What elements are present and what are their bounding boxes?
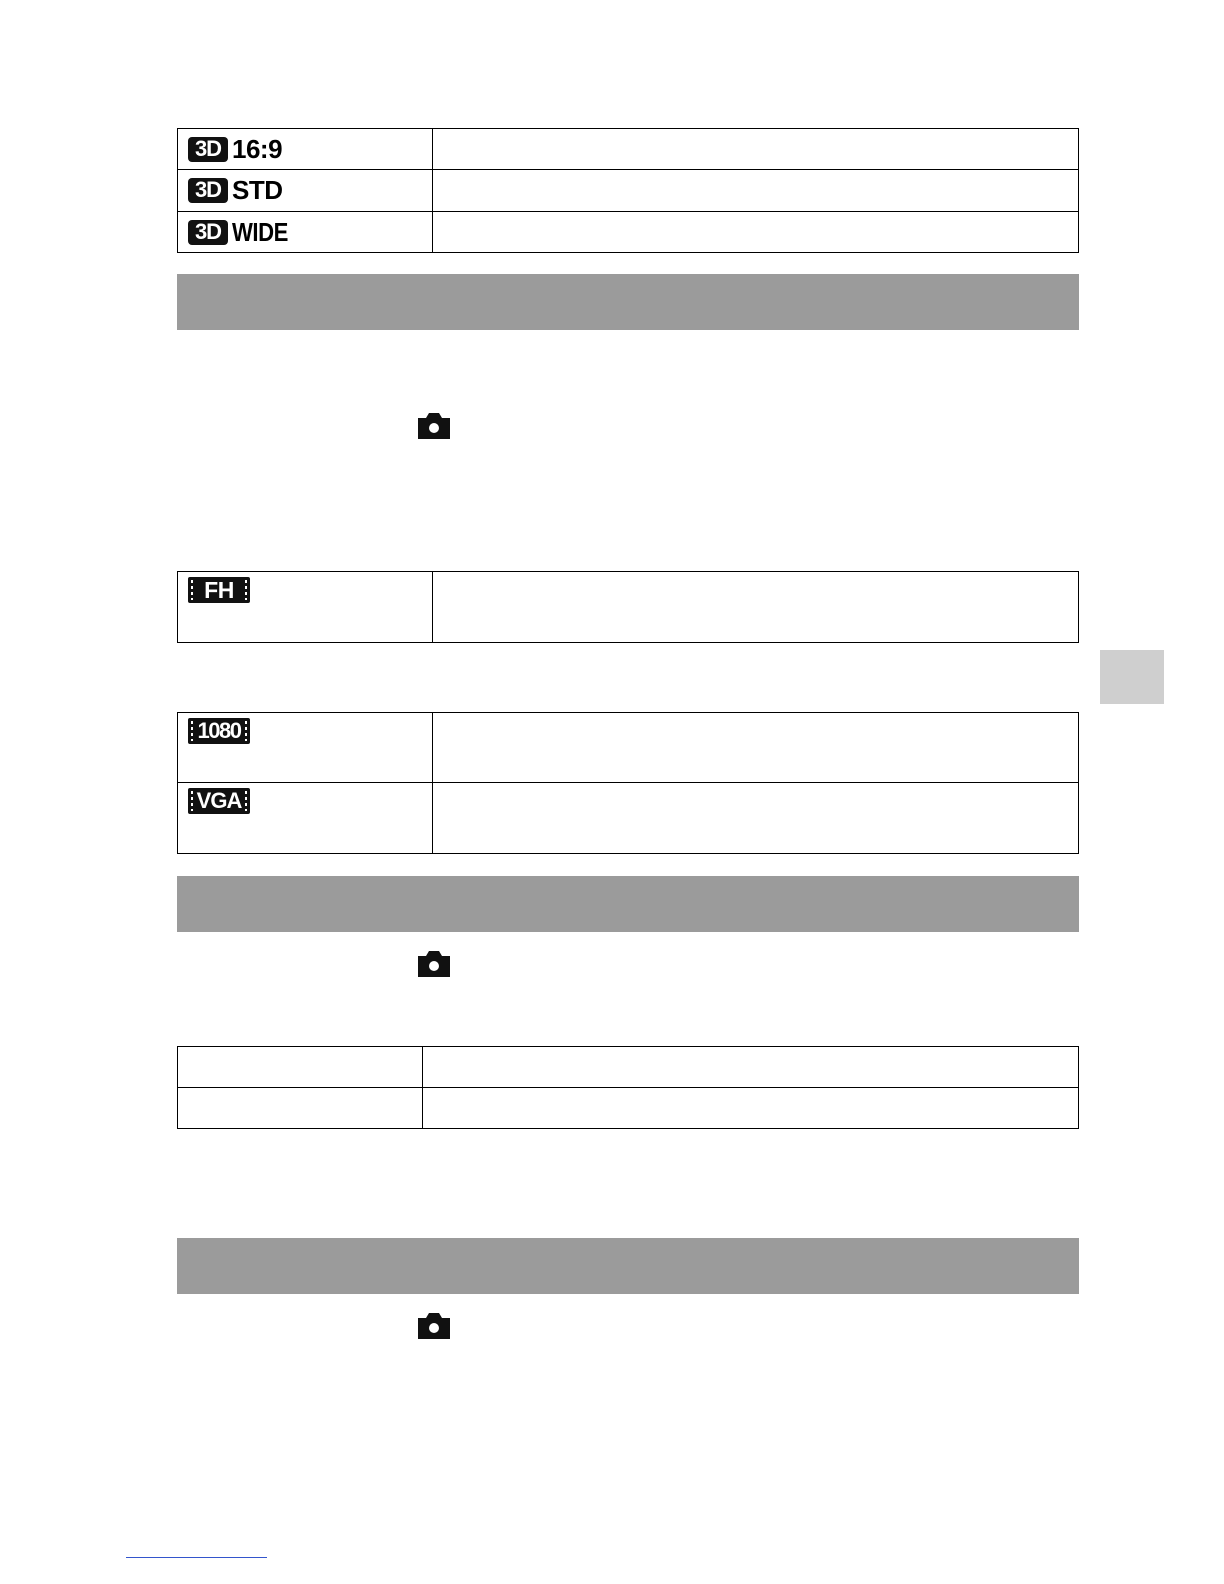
option-cell bbox=[178, 713, 433, 783]
table-row bbox=[178, 212, 1079, 253]
description-cell bbox=[433, 783, 1079, 854]
option-label: STD bbox=[232, 174, 283, 205]
table-row bbox=[178, 1088, 1079, 1129]
description-cell bbox=[433, 212, 1079, 253]
option-cell bbox=[178, 783, 433, 854]
vga-movie-icon: VGA bbox=[188, 788, 250, 814]
camera-icon bbox=[416, 1312, 452, 1340]
panorama-3d-table bbox=[177, 128, 1079, 253]
option-label: WIDE bbox=[232, 216, 289, 247]
option-label: 16:9 bbox=[232, 133, 283, 164]
camera-icon bbox=[416, 412, 452, 440]
option-cell bbox=[178, 1047, 423, 1088]
table-row bbox=[178, 129, 1079, 170]
section-header-bar bbox=[177, 876, 1079, 932]
section-header-bar bbox=[177, 274, 1079, 330]
settings-table bbox=[177, 1046, 1079, 1129]
option-cell bbox=[178, 1088, 423, 1129]
camera-icon bbox=[416, 950, 452, 978]
fh-movie-icon: FH bbox=[188, 577, 250, 603]
3d-badge-icon: 3D bbox=[188, 137, 228, 162]
description-cell bbox=[433, 170, 1079, 212]
description-cell bbox=[433, 572, 1079, 643]
description-cell bbox=[423, 1088, 1079, 1129]
description-cell bbox=[433, 129, 1079, 170]
chapter-side-tab bbox=[1100, 650, 1164, 704]
movie-size-table bbox=[177, 712, 1079, 854]
table-row bbox=[178, 783, 1079, 854]
option-cell bbox=[178, 129, 433, 170]
description-cell bbox=[423, 1047, 1079, 1088]
option-cell bbox=[178, 170, 433, 212]
1080-movie-icon: 1080 bbox=[188, 718, 250, 744]
description-cell bbox=[433, 713, 1079, 783]
footer-link-underline bbox=[126, 1557, 267, 1558]
option-cell bbox=[178, 212, 433, 253]
table-row bbox=[178, 1047, 1079, 1088]
table-row bbox=[178, 713, 1079, 783]
option-cell bbox=[178, 572, 433, 643]
3d-badge-icon: 3D bbox=[188, 178, 228, 203]
table-row bbox=[178, 170, 1079, 212]
movie-format-table bbox=[177, 571, 1079, 643]
table-row bbox=[178, 572, 1079, 643]
section-header-bar bbox=[177, 1238, 1079, 1294]
3d-badge-icon: 3D bbox=[188, 220, 228, 245]
